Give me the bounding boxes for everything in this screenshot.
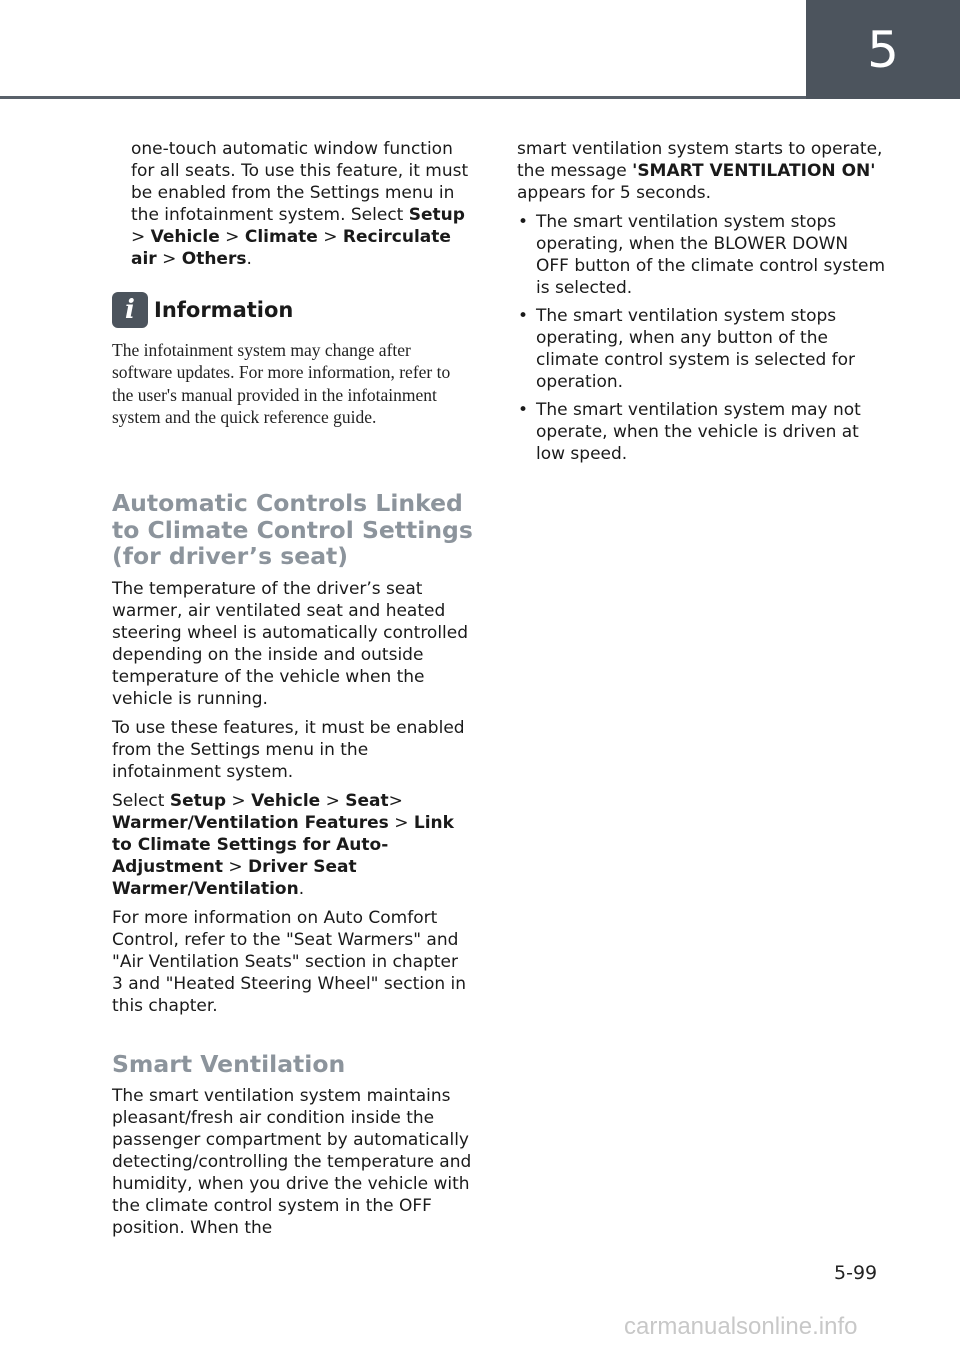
list-item: • The smart ventilation system may not operate, when the vehicle is driven at low speed.	[517, 399, 885, 465]
right-column	[517, 138, 885, 471]
page-number: 5-99	[834, 1262, 878, 1284]
auto-controls-paragraph-3: For more information on Auto Comfort Control, refer to the "Seat Warmers" and "Air Ventilation Seats" section in chapter 3 and "Heated Steering Wheel" section in this chapter.	[112, 907, 467, 1016]
auto-controls-paragraph-1: The temperature of the driver’s seat warmer, air ventilated seat and heated steering wheel is automatically controlled depending on the inside and outside temperature of the vehicle when the vehicle is running.	[112, 578, 469, 709]
smart-ventilation-continued: smart ventilation system starts to operate, the message 'SMART VENTILATION ON' appears for 5 seconds.	[517, 139, 883, 203]
section-heading-smart-ventilation: Smart Ventilation	[112, 1049, 346, 1078]
chapter-tab: 5	[806, 0, 960, 99]
auto-controls-select-path: Select Setup > Vehicle > Seat> Warmer/Ventilation Features > Link to Climate Settings for Auto-Adjustment > Driver Seat Warmer/Ventilation.	[112, 790, 454, 899]
header-rule	[0, 96, 806, 99]
list-item: • The smart ventilation system stops operating, when the BLOWER DOWN OFF button of the climate control system is selected.	[517, 211, 885, 299]
left-column	[112, 138, 474, 1246]
information-icon: i	[112, 292, 148, 328]
section-heading-auto-controls: Automatic Controls Linked to Climate Control Settings (for driver’s seat)	[112, 489, 473, 571]
intro-paragraph: one-touch automatic window function for all seats. To use this feature, it must be enabled from the Settings menu in the infotainment system. Select Setup > Vehicle > Climate > Recirculate air > Others.	[131, 139, 469, 269]
smart-ventilation-paragraph: The smart ventilation system maintains pleasant/fresh air condition inside the passenger compartment by automatically detecting/controlling the temperature and humidity, when you drive the vehicle with the climate control system in the OFF position. When the	[112, 1086, 472, 1239]
smart-ventilation-bullets	[517, 211, 885, 465]
auto-controls-paragraph-2: To use these features, it must be enabled from the Settings menu in the infotainment system.	[112, 717, 465, 782]
information-body: The infotainment system may change after software updates. For more information, refer to the user's manual provided in the infotainment system and the quick reference guide.	[112, 340, 451, 427]
information-title: Information	[154, 298, 294, 322]
information-header	[112, 292, 474, 328]
list-item: • The smart ventilation system stops operating, when any button of the climate control system is selected for operation.	[517, 305, 885, 393]
watermark: carmanualsonline.info	[624, 1313, 858, 1340]
